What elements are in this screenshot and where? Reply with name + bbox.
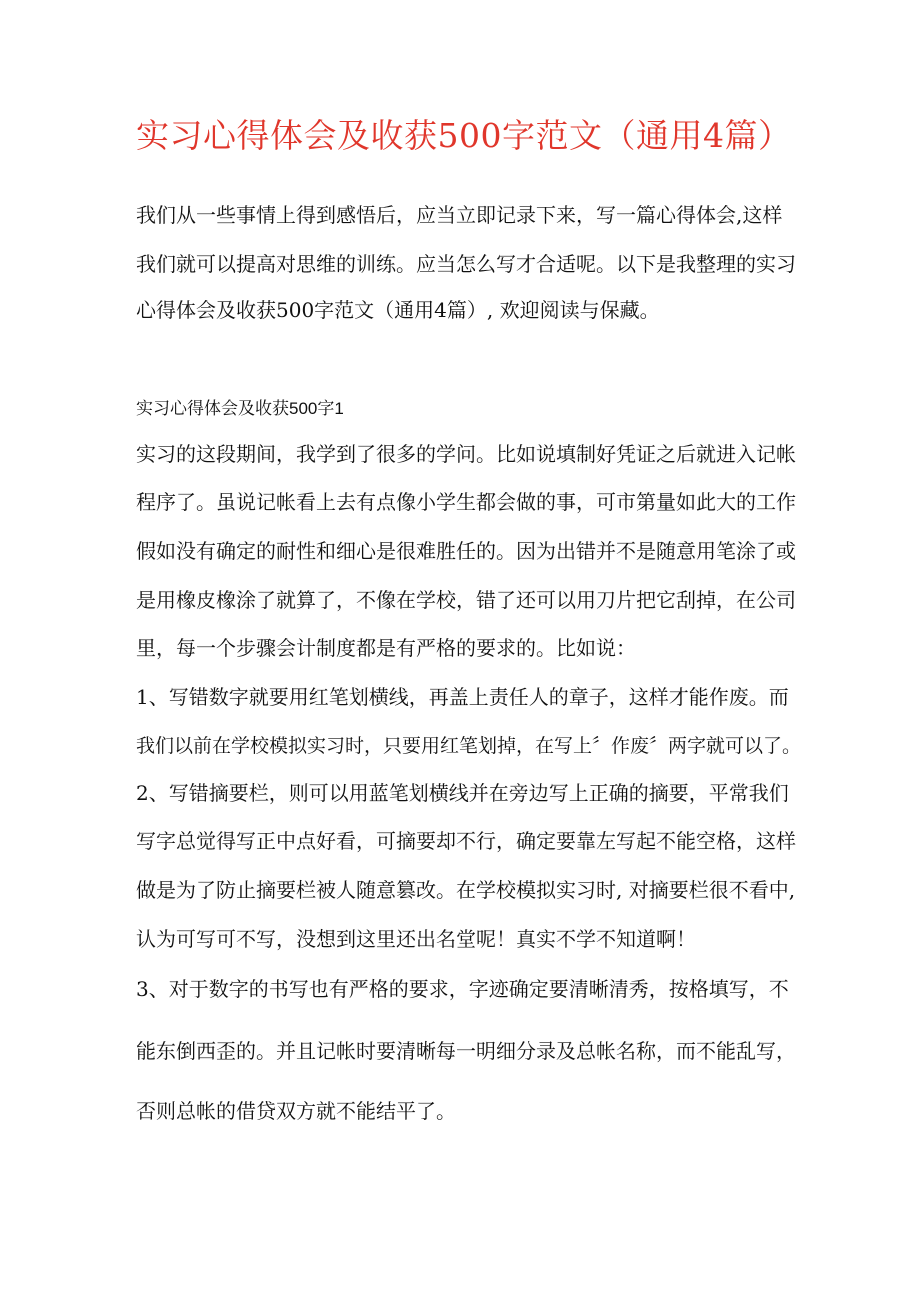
body-line: 假如没有确定的耐性和细心是很难胜任的。因为出错并不是随意用笔涂了或 [136,539,796,563]
body-line: 里，每一个步骤会计制度都是有严格的要求的。比如说： [136,636,636,660]
body-line: 认为可写可不写，没想到这里还出名堂呢！真实不学不知道啊！ [136,927,696,951]
intro-line: 心得体会及收获500字范文（通用4篇）, 欢迎阅读与保藏。 [136,298,660,322]
body-line: 我们以前在学校模拟实习时，只要用红笔划掉，在写上〞作废〞两字就可以了。 [136,735,802,757]
intro-line: 我们从一些事情上得到感悟后，应当立即记录下来，写一篇心得体会,这样 [136,203,783,227]
body-line: 写字总觉得写正中点好看，可摘要却不行，确定要靠左写起不能空格，这样 [136,829,796,853]
body-line: 3、对于数字的书写也有严格的要求，字迹确定要清晰清秀，按格填写，不 [136,977,789,1001]
document-title: 实习心得体会及收获500字范文（通用4篇） [136,116,792,155]
body-line: 否则总帐的借贷双方就不能结平了。 [136,1099,456,1123]
section-heading: 实习心得体会及收获500字1 [136,399,344,418]
intro-line: 我们就可以提高对思维的训练。应当怎么写才合适呢。以下是我整理的实习 [136,252,796,276]
body-line: 2、写错摘要栏，则可以用蓝笔划横线并在旁边写上正确的摘要，平常我们 [136,781,789,805]
body-line: 程序了。虽说记帐看上去有点像小学生都会做的事，可市第量如此大的工作 [136,490,796,514]
body-line: 做是为了防止摘要栏被人随意篡改。在学校模拟实习时, 对摘要栏很不看中, [136,878,796,902]
body-line: 实习的这段期间，我学到了很多的学问。比如说填制好凭证之后就进入记帐 [136,442,796,466]
body-line: 1、写错数字就要用红笔划横线，再盖上责任人的章子，这样才能作废。而 [136,685,789,709]
body-line: 是用橡皮橡涂了就算了，不像在学校，错了还可以用刀片把它刮掉，在公司 [136,588,796,612]
body-line: 能东倒西歪的。并且记帐时要清晰每一明细分录及总帐名称，而不能乱写， [136,1039,796,1063]
